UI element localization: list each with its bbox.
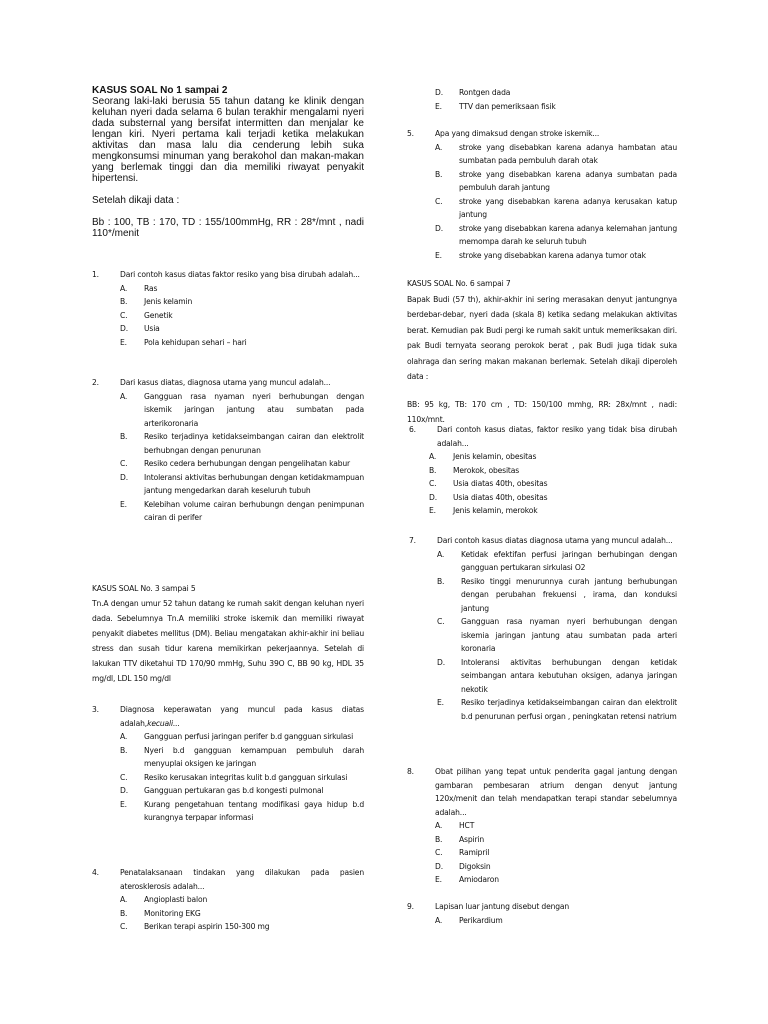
option-text: Berikan terapi aspirin 150-300 mg [144, 922, 270, 931]
option-text: Jenis kelamin, merokok [453, 506, 538, 515]
option-e[interactable] [409, 696, 677, 723]
question-emphasis: kecuali... [147, 718, 180, 728]
option-letter: B. [429, 465, 437, 475]
option-text: Angioplasti balon [144, 895, 208, 904]
option-letter: D. [435, 223, 443, 233]
option-d[interactable] [92, 471, 364, 498]
option-d[interactable] [407, 222, 677, 249]
option-a[interactable] [92, 390, 364, 431]
option-letter: B. [437, 576, 445, 586]
question-number: 2. [92, 378, 99, 387]
case-1-description: Seorang laki-laki berusia 55 tahun datang ke klinik dengan keluhan nyeri dada selama 6 bulan terakhir mengalami nyeri dada substernal yang bersifat intermitten dan menjalar ke lengan kiri. Nyeri pertama kali terjadi ketika melakukan aktivitas dan masa lalu dia cenderung lebih suka mengkonsumsi minuman yang berakohol dan makan-makan yang berlemak tinggi dan dia memiliki riwayat penyakit hipertensi. [92, 96, 364, 184]
question-number: 6. [409, 425, 416, 434]
case-6-description: Bapak Budi (57 th), akhir-akhir ini sering merasakan denyut jantungnya berdebar-debar, nyeri dada (skala 8) ketika sedang melakukan aktivitas berat. Kemudian pak Budi pergi ke rumah sakit untuk memeriksakan diri. pak Budi ternyata seorang perokok berat , pak Budi juga tidak suka olahraga dan sering makan makanan berlemak. Setelah dikaji diperoleh data : [407, 294, 677, 381]
option-b[interactable] [409, 575, 677, 616]
case-1-vitals: Bb : 100, TB : 170, TD : 155/100mmHg, RR : 28*/mnt , nadi 110*/menit [92, 217, 364, 239]
option-text: Intoleransi aktivitas berhubungan dengan ketidakmampuan jantung mengedarkan darah keseluruh tubuh [144, 472, 364, 495]
option-d[interactable] [92, 784, 364, 798]
option-c[interactable] [92, 457, 364, 471]
option-letter: B. [120, 908, 128, 918]
option-letter: C. [435, 848, 443, 857]
option-e[interactable] [409, 504, 677, 518]
question-number: 5. [407, 129, 414, 138]
option-letter: E. [120, 799, 127, 809]
option-b[interactable] [409, 464, 677, 478]
option-letter: D. [120, 786, 128, 795]
option-letter: A. [429, 452, 437, 461]
option-text: Resiko terjadinya ketidakseimbangan cairan dan elektrolit berhubngan dengan penurunan [144, 432, 364, 455]
option-text: Gangguan pertukaran gas b.d kongesti pulmonal [144, 786, 324, 795]
question-6 [409, 423, 677, 518]
option-text: Aspirin [459, 834, 485, 844]
option-letter: C. [429, 479, 437, 488]
option-text: stroke yang disebabkan karena adanya hambatan atau sumbatan pada pembuluh darah otak [459, 142, 677, 165]
option-a[interactable] [409, 548, 677, 575]
option-letter: A. [120, 391, 128, 401]
question-text: Diagnosa keperawatan yang muncul pada kasus diatas adalah, [120, 705, 364, 728]
option-text: stroke yang disebabkan karena adanya tumor otak [459, 250, 646, 260]
question-text: Dari kasus diatas, diagnosa utama yang muncul adalah... [120, 378, 331, 387]
question-number: 7. [409, 536, 416, 545]
option-letter: E. [435, 875, 442, 884]
case-6-vitals: BB: 95 kg, TB: 170 cm , TD: 150/100 mmhg, RR: 28x/mnt , nadi: 110x/mnt. [407, 399, 677, 424]
option-c[interactable] [92, 309, 364, 323]
question-text: Obat pilihan yang tepat untuk penderita gagal jantung dengan gambaran pembesaran atrium dengan denyut jantung 120x/menit dan telah mendapatkan terapi standar sebelumnya adalah... [435, 767, 677, 817]
option-e[interactable] [92, 798, 364, 825]
option-b[interactable] [92, 744, 364, 771]
option-letter: B. [435, 834, 443, 844]
option-text: Gangguan rasa nyaman nyeri berhubungan dengan iskemia jaringan jantung atau sumbatan pada arteri koronaria [461, 617, 677, 653]
option-text: Kurang pengetahuan tentang modifikasi gaya hidup b.d kurangnya terpapar informasi [144, 799, 364, 822]
option-c[interactable] [409, 477, 677, 491]
option-c[interactable] [407, 846, 677, 860]
question-text: Dari contoh kasus diatas faktor resiko yang bisa dirubah adalah... [120, 270, 360, 279]
option-b[interactable] [92, 430, 364, 457]
question-text: Dari contoh kasus diatas, faktor resiko yang tidak bisa dirubah adalah... [437, 425, 677, 448]
option-letter: D. [429, 492, 437, 502]
option-d[interactable] [92, 322, 364, 336]
option-letter: D. [435, 861, 443, 871]
case-3-description: Tn.A dengan umur 52 tahun datang ke rumah sakit dengan keluhan nyeri dada. Sebelumnya Tn.A memiliki stroke iskemik dan memiliki riwayat penyakit diabetes mellitus (DM). Beliau mengatakan akhir-akhir ini beliau stress dan susah tidur karena memikirkan pekerjaannya. Setelah di lakukan TTV diketahui TD 170/90 mmHg, Suhu 39O C, BB 90 kg, HDL 35 mg/dl, LDL 150 mg/dl [92, 599, 364, 683]
option-text: Gangguan perfusi jaringan perifer b.d gangguan sirkulasi [144, 732, 354, 741]
option-text: Ras [144, 283, 158, 293]
option-a[interactable] [92, 730, 364, 744]
option-letter: E. [437, 698, 444, 707]
option-letter: D. [435, 88, 443, 97]
option-text: Resiko kerusakan integritas kulit b.d gangguan sirkulasi [144, 772, 348, 782]
question-text: Penatalaksanaan tindakan yang dilakukan pada pasien aterosklerosis adalah... [120, 868, 364, 891]
question-7 [409, 534, 677, 723]
option-text: Merokok, obesitas [453, 465, 520, 475]
question-number: 1. [92, 270, 99, 279]
option-letter: C. [435, 196, 443, 206]
option-letter: C. [120, 310, 128, 320]
option-letter: B. [435, 169, 443, 179]
option-text: Usia [144, 324, 160, 333]
option-letter: C. [120, 459, 128, 468]
option-text: stroke yang disebabkan karena adanya sumbatan pada pembuluh darah jantung [459, 169, 677, 192]
question-2 [92, 376, 364, 525]
option-e[interactable] [92, 336, 364, 350]
option-letter: A. [435, 821, 443, 830]
option-text: Nyeri b.d gangguan kemampuan pembuluh darah menyuplai oksigen ke jaringan [144, 745, 364, 768]
option-letter: A. [120, 283, 128, 293]
question-text: Lapisan luar jantung disebut dengan [435, 902, 570, 911]
option-b[interactable] [92, 295, 364, 309]
option-text: Perikardium [459, 915, 503, 925]
option-b[interactable] [92, 907, 364, 921]
option-letter: B. [120, 745, 128, 755]
option-letter: E. [429, 506, 436, 515]
option-letter: C. [120, 772, 128, 782]
option-c[interactable] [407, 195, 677, 222]
option-text: Ramipril [459, 848, 490, 857]
option-letter: B. [120, 297, 128, 306]
option-e[interactable] [407, 100, 677, 114]
case-1-block [92, 85, 364, 239]
option-text: Genetik [144, 310, 173, 320]
option-a[interactable] [407, 819, 677, 833]
option-text: TTV dan pemeriksaan fisik [459, 101, 556, 111]
option-letter: D. [120, 472, 128, 482]
question-4 [92, 866, 364, 934]
option-c[interactable] [92, 920, 364, 934]
assessment-label: Setelah dikaji data : [92, 195, 180, 206]
option-d[interactable] [409, 656, 677, 697]
option-text: Usia diatas 40th, obesitas [453, 479, 548, 488]
option-letter: A. [435, 915, 443, 925]
option-e[interactable] [92, 498, 364, 525]
option-text: stroke yang disebabkan karena adanya kelemahan jantung memompa darah ke seluruh tubuh [459, 223, 677, 246]
option-letter: D. [120, 324, 128, 333]
option-a[interactable] [409, 450, 677, 464]
option-text: Rontgen dada [459, 88, 511, 97]
option-text: Resiko tinggi menurunnya curah jantung berhubungan dengan perubahan frekuensi , irama, dan konduksi jantung [461, 576, 677, 613]
question-number: 8. [407, 767, 414, 776]
option-c[interactable] [92, 771, 364, 785]
case-3-block [92, 581, 364, 686]
question-text: Apa yang dimaksud dengan stroke iskemik... [435, 129, 600, 138]
option-letter: A. [435, 142, 443, 152]
option-letter: A. [120, 732, 128, 741]
option-a[interactable] [407, 914, 677, 928]
option-letter: A. [437, 549, 445, 559]
case-1-title: KASUS SOAL No 1 sampai 2 [92, 85, 228, 96]
option-text: Intoleransi aktivitas berhubungan dengan ketidak seimbangan antara kebutuhan oksigen, adanya jaringan nekotik [461, 657, 677, 694]
question-4-continued [407, 86, 677, 113]
case-6-title: KASUS SOAL No. 6 sampai 7 [407, 279, 511, 288]
option-a[interactable] [92, 282, 364, 296]
option-letter: E. [435, 101, 442, 111]
question-text: Dari contoh kasus diatas diagnosa utama yang muncul adalah... [437, 536, 673, 545]
option-letter: A. [120, 895, 128, 904]
option-text: Amiodaron [459, 875, 499, 884]
option-b[interactable] [407, 168, 677, 195]
question-8 [407, 765, 677, 887]
option-letter: E. [120, 337, 127, 347]
question-1 [92, 268, 364, 349]
option-text: stroke yang disebabkan karena adanya kerusakan katup jantung [459, 196, 677, 219]
option-letter: C. [120, 922, 128, 931]
option-letter: D. [437, 657, 445, 667]
option-text: Jenis kelamin, obesitas [453, 452, 537, 461]
option-text: Resiko terjadinya ketidakseimbangan cairan dan elektrolit b.d penurunan perfusi organ , peningkatan retensi natrium [461, 698, 677, 721]
option-text: Usia diatas 40th, obesitas [453, 492, 548, 502]
option-text: Gangguan rasa nyaman nyeri berhubungan dengan iskemik jaringan jantung atau sumbatan pada arterikoronaria [144, 391, 364, 428]
option-text: Jenis kelamin [144, 297, 193, 306]
option-b[interactable] [407, 833, 677, 847]
option-letter: C. [437, 617, 445, 626]
option-text: HCT [459, 821, 475, 830]
option-letter: E. [120, 499, 127, 509]
option-letter: B. [120, 432, 128, 441]
option-letter: E. [435, 250, 442, 260]
option-a[interactable] [92, 893, 364, 907]
option-text: Kelebihan volume cairan berhubungn dengan penimpunan cairan di perifer [144, 499, 364, 522]
option-text: Pola kehidupan sehari – hari [144, 337, 247, 347]
question-number: 4. [92, 868, 99, 877]
option-text: Resiko cedera berhubungan dengan pengelihatan kabur [144, 459, 351, 468]
question-number: 9. [407, 902, 414, 911]
question-5 [407, 127, 677, 262]
option-a[interactable] [407, 141, 677, 168]
option-text: Digoksin [459, 861, 491, 871]
option-d[interactable] [409, 491, 677, 505]
option-text: Monitoring EKG [144, 908, 201, 918]
question-3 [92, 703, 364, 825]
option-d[interactable] [407, 86, 677, 100]
option-text: Ketidak efektifan perfusi jaringan berhubingan dengan gangguan pertukaran sirkulasi O2 [461, 549, 677, 572]
option-d[interactable] [407, 860, 677, 874]
question-number: 3. [92, 705, 99, 714]
question-9 [407, 900, 677, 927]
option-c[interactable] [409, 615, 677, 656]
case-6-block [407, 276, 677, 428]
case-3-title: KASUS SOAL No. 3 sampai 5 [92, 584, 196, 593]
option-e[interactable] [407, 249, 677, 263]
option-e[interactable] [407, 873, 677, 887]
